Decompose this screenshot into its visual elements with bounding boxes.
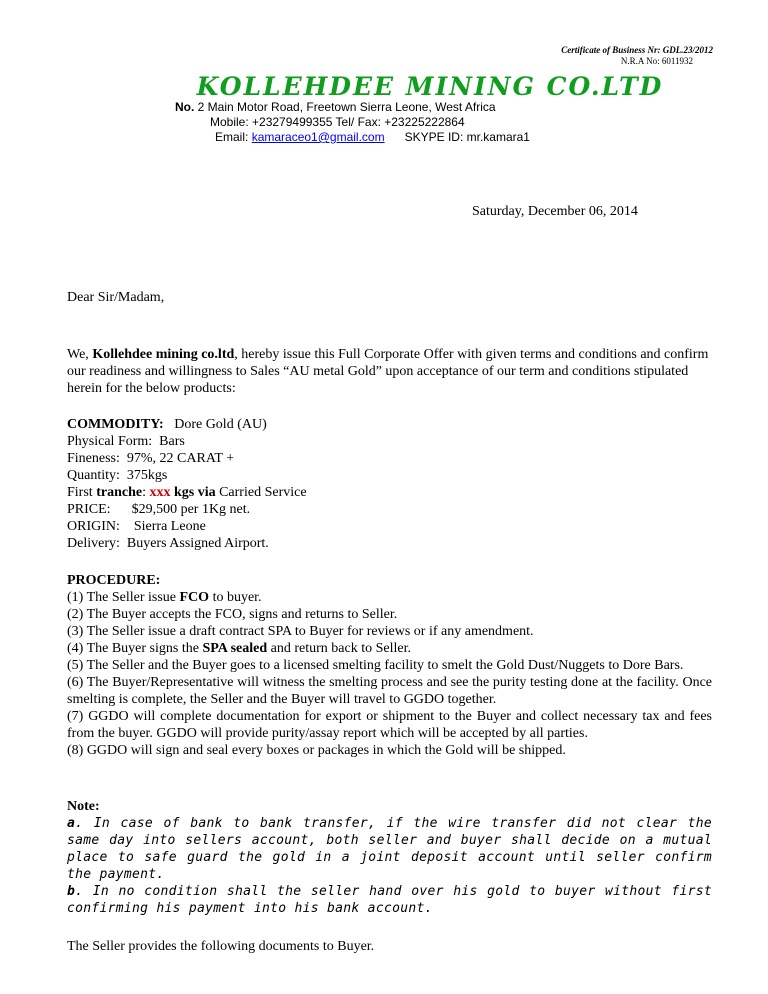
procedure-heading: PROCEDURE:: [67, 573, 161, 588]
procedure-step: (5) The Seller and the Buyer goes to a licensed smelting facility to smelt the Gold Dust/Nuggets to Dore Bars.: [67, 658, 684, 673]
procedure-step: (2) The Buyer accepts the FCO, signs and returns to Seller.: [67, 607, 398, 622]
closing-line: The Seller provides the following documents to Buyer.: [67, 939, 375, 954]
company-phone: Mobile: +23279499355 Tel/ Fax: +23225222864: [210, 115, 465, 129]
first-tranche: First tranche: xxx kgs via Carried Service: [67, 485, 307, 500]
skype-id: SKYPE ID: mr.kamara1: [404, 130, 530, 144]
procedure-step: (6) The Buyer/Representative will witness the smelting process and see the purity testing done at the facility. Once smelting is complete, the Seller and the Buyer will travel to GGDO together.: [67, 675, 712, 707]
procedure-step: (4) The Buyer signs the SPA sealed and return back to Seller.: [67, 641, 411, 656]
price: PRICE: $29,500 per 1Kg net.: [67, 502, 251, 517]
note-item-b: b. In no condition shall the seller hand over his gold to buyer without first confirming his payment into his bank account.: [67, 884, 712, 916]
note-heading: Note:: [67, 799, 100, 814]
nra-number: N.R.A No: 6011932: [620, 56, 693, 66]
note-section: [67, 798, 712, 917]
fineness: Fineness: 97%, 22 CARAT +: [67, 451, 235, 466]
procedure-step: (3) The Seller issue a draft contract SPA to Buyer for reviews or if any amendment.: [67, 624, 534, 639]
note-item-a: a. In case of bank to bank transfer, if the wire transfer did not clear the same day into sellers account, both seller and buyer shall decide on a mutual place to safe guard the gold in a joint deposit account until seller confirm the payment.: [67, 816, 712, 882]
origin: ORIGIN: Sierra Leone: [67, 519, 206, 534]
letter-date: Saturday, December 06, 2014: [472, 204, 638, 219]
company-address: No. 2 Main Motor Road, Freetown Sierra Leone, West Africa: [175, 100, 496, 114]
email-link[interactable]: kamaraceo1@gmail.com: [251, 130, 385, 144]
commodity-line: COMMODITY: Dore Gold (AU): [67, 417, 267, 432]
intro-paragraph: We, Kollehdee mining co.ltd, hereby issue this Full Corporate Offer with given terms and conditions and confirm our readiness and willingness to Sales “AU metal Gold” upon acceptance of our term and conditions stipulated herein for the below products:: [67, 347, 709, 396]
quantity: Quantity: 375kgs: [67, 468, 168, 483]
physical-form: Physical Form: Bars: [67, 434, 185, 449]
salutation: Dear Sir/Madam,: [67, 290, 165, 305]
delivery: Delivery: Buyers Assigned Airport.: [67, 536, 269, 551]
procedure-section: [67, 572, 712, 759]
procedure-step: (1) The Seller issue FCO to buyer.: [67, 590, 262, 605]
company-contact: Email: kamaraceo1@gmail.com SKYPE ID: mr.kamara1: [215, 130, 530, 144]
procedure-step: (7) GGDO will complete documentation for export or shipment to the Buyer and collect necessary tax and fees from the buyer. GGDO will provide purity/assay report which will be accepted by all parties.: [67, 709, 712, 741]
certificate-number: Certificate of Business Nr: GDL.23/2012: [561, 45, 713, 55]
company-name: KOLLEHDEE MINING CO.LTD: [196, 72, 664, 101]
commodity-section: [67, 416, 712, 552]
procedure-step: (8) GGDO will sign and seal every boxes or packages in which the Gold will be shipped.: [67, 743, 566, 758]
